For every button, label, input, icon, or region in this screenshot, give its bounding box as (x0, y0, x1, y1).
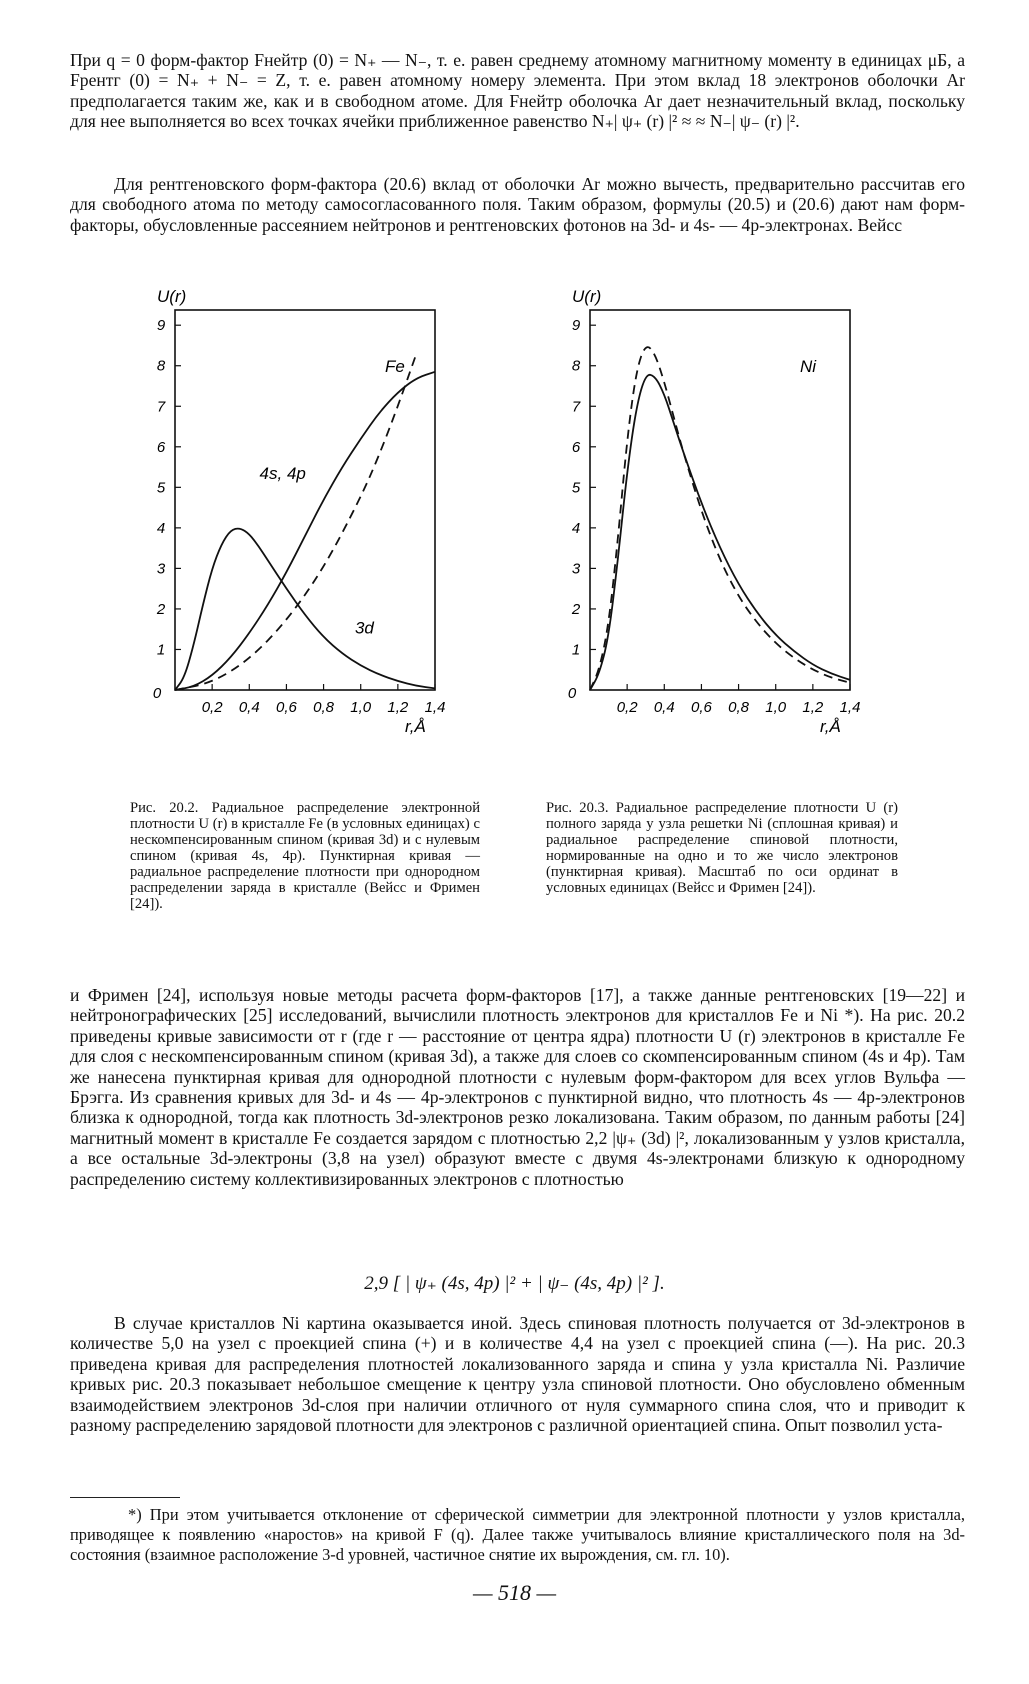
y-tick-label: 7 (156, 398, 166, 416)
x-tick-label: 1,4 (839, 699, 861, 716)
x-tick-label: 1,0 (350, 699, 372, 716)
footnote-rule (70, 1497, 180, 1498)
y-tick-label: 8 (156, 357, 166, 375)
y-tick-label: 5 (156, 479, 166, 497)
y-tick-label: 9 (571, 317, 581, 335)
y-tick-label: 7 (571, 398, 581, 416)
series-label: 4s, 4p (259, 464, 306, 484)
corner-label: Fe (385, 357, 405, 376)
paragraph-weiss-freeman: и Фримен [24], используя новые методы расчета форм-факторов [17], а также данные рентгеновских [19—22] и нейтронографических [25] исследований, вычислили плотность электронов для кристаллов Fe и Ni *). На рис. 20.2 приведены кривые зависимости от r (где r — расстояние от центра ядра) плотности U (r) электронов в кристалле Fe для слоя с нескомпенсированным спином (кривая 3d), а также для слоев со скомпенсированным спином (4s и 4p). Там же нанесена пунктирная кривая для однородной плотности с нулевым форм-фактором для всех углов Вульфа — Брэгга. Из сравнения кривых для 3d- и 4s — 4p-электронов с пунктирной видно, что плотность 4s — 4p-электронов близка к однородной, тогда как плотность 3d-электронов резко локализована. Таким образом, по данным работы [24] магнитный момент в кристалле Fe создается зарядом с плотностью 2,2 |ψ₊ (3d) |², локализованным у узлов кристалла, а все остальные 3d-электроны (3,8 на узел) образуют вместе с двумя 4s-электронами близкую к однородному распределению систему коллективизированных электронов с плотностью (70, 985, 965, 1189)
y-tick-label: 4 (571, 519, 581, 537)
x-tick-label: 1,2 (802, 699, 824, 716)
paragraph-xray: Для рентгеновского форм-фактора (20.6) вклад от оболочки Ar можно вычесть, предварительно рассчитав его для свободного атома по методу самосогласованного поля. Таким образом, формулы (20.5) и (20.6) дают нам форм-факторы, обусловленные рассеянием нейтронов и рентгеновских фотонов на 3d- и 4s- — 4p-электронах. Вейсс (70, 174, 965, 235)
x-tick-label: 1,0 (765, 699, 787, 716)
x-tick-label: 0,2 (616, 699, 638, 716)
y-tick-label: 9 (156, 317, 166, 335)
x-tick-label: 0,4 (653, 699, 675, 716)
y-tick-label: 2 (156, 600, 166, 618)
y-tick-label: 3 (156, 560, 166, 578)
x-tick-label: 1,2 (387, 699, 409, 716)
y-tick-label: 2 (571, 600, 581, 618)
series-label: 3d (354, 618, 374, 638)
y-axis-label: U(r) (157, 287, 187, 306)
y-tick-label: 8 (571, 357, 581, 375)
series-line-2 (175, 354, 416, 690)
origin-label: 0 (152, 685, 162, 702)
figure-fe (130, 285, 480, 745)
figure-caption-fe: Рис. 20.2. Радиальное распределение электронной плотности U (r) в кристалле Fe (в условных единицах) с нескомпенсированным спином (кривая 3d) и с нулевым спином (кривая 4s, 4p). Пунктирная кривая — радиальное распределение плотности при однородном распределении заряда в кристалле (Вейсс и Фримен [24]). (130, 800, 480, 912)
x-tick-label: 1,4 (424, 699, 446, 716)
figure-caption-ni: Рис. 20.3. Радиальное распределение плотности U (r) полного заряда у узла решетки Ni (сплошная кривая) и радиальное распределение спиновой плотности, нормированные на одно и то же число электронов (пунктирная кривая). Масштаб по оси ординат в условных единицах (Вейсс и Фримен [24]). (546, 800, 898, 896)
series-line-1 (590, 347, 850, 690)
y-tick-label: 1 (571, 641, 581, 659)
paragraph-intro: При q = 0 форм-фактор Fнейтр (0) = N₊ — N₋, т. е. равен среднему атомному магнитному моменту в единицах μБ, а Fрентг (0) = N₊ + N₋ = Z, т. е. равен атомному номеру элемента. При этом вклад 18 электронов оболочки Ar предполагается таким же, как и в свободном атоме. Для Fнейтр оболочка Ar дает незначительный вклад, поскольку для нее выполняется во всех точках ячейки приближенное равенство N₊| ψ₊ (r) |² ≈ ≈ N₋| ψ₋ (r) |². (70, 50, 965, 132)
x-axis-label: r,Å (820, 717, 841, 736)
x-tick-label: 0,8 (313, 699, 335, 716)
y-tick-label: 5 (571, 479, 581, 497)
x-tick-label: 0,8 (728, 699, 750, 716)
footnote: *) При этом учитывается отклонение от сферической симметрии для электронной плотности у узлов кристалла, приводящее к появлению «наростов» на кривой F (q). Далее также учитывалось влияние кристаллического поля на 3d-состояния (взаимное расположение 3-d уровней, частичное снятие их вырождения, см. гл. 10). (70, 1505, 965, 1564)
figure-ni (545, 285, 895, 745)
y-tick-label: 6 (156, 438, 166, 456)
paragraph-nickel: В случае кристаллов Ni картина оказывается иной. Здесь спиновая плотность получается от 3d-электронов в количестве 5,0 на узел с проекцией спина (+) и в количестве 4,4 на узел с проекцией спина (—). На рис. 20.3 приведена кривая для распределения плотностей локализованного заряда и спина у узла кристалла Ni. Различие кривых рис. 20.3 показывает небольшое смещение к центру узла спиновой плотности. Оно обусловлено обменным взаимодействием электронов 3d-слоя при наличии отличного от нуля суммарного спина слоя, что и приводит к разному распределению зарядовой плотности для электронов с различной ориентацией спина. Опыт позволил уста- (70, 1313, 965, 1436)
formula-collective-density: 2,9 [ | ψ₊ (4s, 4p) |² + | ψ₋ (4s, 4p) |² ]. (364, 1273, 665, 1294)
x-tick-label: 0,2 (201, 699, 223, 716)
x-tick-label: 0,6 (275, 699, 297, 716)
y-tick-label: 1 (156, 641, 166, 659)
page-number: — 518 — (472, 1580, 557, 1605)
corner-label: Ni (800, 357, 817, 376)
x-axis-label: r,Å (405, 717, 426, 736)
origin-label: 0 (567, 685, 577, 702)
x-tick-label: 0,4 (238, 699, 260, 716)
y-tick-label: 6 (571, 438, 581, 456)
y-axis-label: U(r) (572, 287, 602, 306)
x-tick-label: 0,6 (690, 699, 712, 716)
y-tick-label: 3 (571, 560, 581, 578)
y-tick-label: 4 (156, 519, 166, 537)
series-line-1 (175, 372, 435, 690)
series-line-0 (175, 529, 435, 690)
